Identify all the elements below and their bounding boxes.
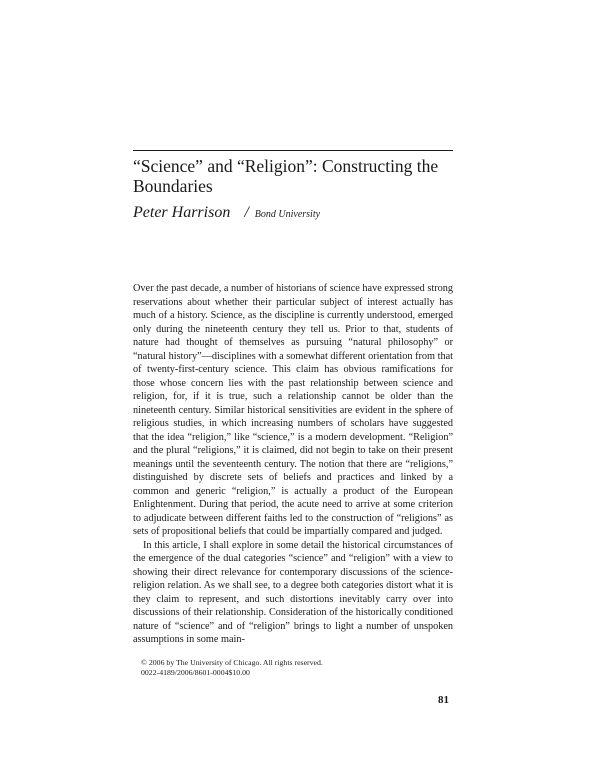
author-name: Peter Harrison (133, 204, 231, 221)
byline-separator: / (244, 204, 249, 221)
copyright-line: © 2006 by The University of Chicago. All rights reserved. (141, 658, 323, 667)
page-number: 81 (438, 694, 449, 706)
title-rule (133, 150, 453, 151)
article-body (133, 282, 453, 647)
article-title: “Science” and “Religion”: Constructing the Boundaries (133, 156, 439, 196)
body-paragraph-2: In this article, I shall explore in some detail the historical circumstances of the emergence of the dual categories “science” and “religion” with a view to showing their direct relevance for contemporary discussions of the science-religion relation. As we shall see, to a degree both categories distort what it is they claim to represent, and such distortions inevitably carry over into discussions of their relationship. Consideration of the historically conditioned nature of “science” and of “religion” brings to light a number of unspoken assumptions in some main- (133, 539, 453, 645)
body-paragraph-1: Over the past decade, a number of historians of science have expressed strong reservations about whether their particular subject of interest actually has much of a history. Science, as the discipline is currently understood, emerged only during the nineteenth century they tell us. Prior to that, students of nature had thought of themselves as pursuing “natural philosophy” or “natural history”—disciplines with a somewhat different orientation from that of twenty-first-century science. This claim has obvious ramifications for those whose concern lies with the past relationship between science and religion, for, if it is true, such a relationship cannot be older than the nineteenth century. Similar historical sensitivities are evident in the sphere of religious studies, in which increasing numbers of scholars have suggested that the idea “religion,” like “science,” is a modern development. “Religion” and the plural “religions,” it is claimed, did not begin to take on their present meanings until the seventeenth century. The notion that there are “religions,” distinguished by discrete sets of beliefs and practices and linked by a common and generic “religion,” is actually a product of the European Enlightenment. During that period, the acute need to arrive at some criterion to adjudicate between different faiths led to the construction of “religions” as sets of propositional beliefs that could be impartially compared and judged. (133, 283, 453, 537)
byline (133, 204, 463, 222)
copyright-footnote (133, 658, 453, 677)
issn-line: 0022-4189/2006/8601-0004$10.00 (141, 667, 250, 677)
author-affiliation: Bond University (254, 209, 321, 220)
